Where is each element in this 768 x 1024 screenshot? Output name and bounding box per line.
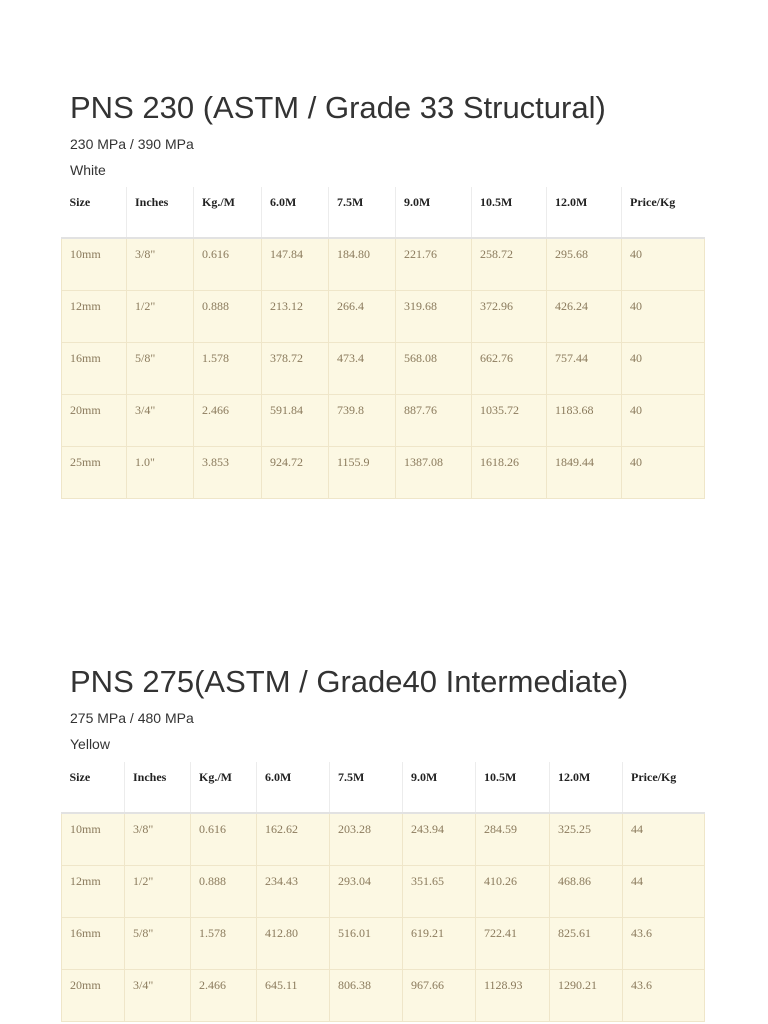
- cell-kg-per-m: 2.466: [194, 394, 262, 446]
- cell-6m: 378.72: [262, 342, 329, 394]
- cell-12m: 825.61: [550, 917, 623, 969]
- cell-7-5m: 293.04: [330, 865, 403, 917]
- table-row: [62, 394, 705, 446]
- cell-inches: 3/4": [125, 969, 191, 1021]
- table-row: [62, 969, 705, 1021]
- table-row: [62, 446, 705, 498]
- header-price-per-kg: Price/Kg: [622, 187, 705, 238]
- header-kg-per-m: Kg./M: [191, 762, 257, 813]
- cell-9m: 887.76: [396, 394, 472, 446]
- cell-6m: 234.43: [257, 865, 330, 917]
- header-price-per-kg: Price/Kg: [623, 762, 705, 813]
- header-inches: Inches: [125, 762, 191, 813]
- cell-6m: 591.84: [262, 394, 329, 446]
- cell-inches: 5/8": [127, 342, 194, 394]
- cell-9m: 319.68: [396, 290, 472, 342]
- cell-size: 10mm: [62, 238, 127, 290]
- cell-7-5m: 739.8: [329, 394, 396, 446]
- cell-size: 10mm: [62, 813, 125, 865]
- cell-price-per-kg: 40: [622, 290, 705, 342]
- cell-12m: 295.68: [547, 238, 622, 290]
- yield-tensile-strength: 275 MPa / 480 MPa: [70, 710, 194, 726]
- cell-9m: 1387.08: [396, 446, 472, 498]
- cell-kg-per-m: 0.888: [191, 865, 257, 917]
- cell-10-5m: 722.41: [476, 917, 550, 969]
- cell-9m: 967.66: [403, 969, 476, 1021]
- cell-inches: 3/8": [127, 238, 194, 290]
- cell-kg-per-m: 0.888: [194, 290, 262, 342]
- price-table: [61, 187, 705, 499]
- cell-kg-per-m: 0.616: [191, 813, 257, 865]
- cell-12m: 325.25: [550, 813, 623, 865]
- header-size: Size: [62, 187, 127, 238]
- cell-size: 20mm: [62, 394, 127, 446]
- cell-9m: 221.76: [396, 238, 472, 290]
- table-row: [62, 917, 705, 969]
- cell-6m: 412.80: [257, 917, 330, 969]
- cell-7-5m: 516.01: [330, 917, 403, 969]
- table-header-row: [62, 762, 705, 813]
- cell-12m: 468.86: [550, 865, 623, 917]
- header-10-5m: 10.5M: [476, 762, 550, 813]
- table-row: [62, 813, 705, 865]
- cell-12m: 1183.68: [547, 394, 622, 446]
- grade-section-pns275: [61, 662, 704, 1022]
- cell-10-5m: 284.59: [476, 813, 550, 865]
- cell-10-5m: 258.72: [472, 238, 547, 290]
- header-10-5m: 10.5M: [472, 187, 547, 238]
- cell-10-5m: 1128.93: [476, 969, 550, 1021]
- cell-kg-per-m: 0.616: [194, 238, 262, 290]
- color-code-label: Yellow: [70, 736, 110, 752]
- cell-inches: 5/8": [125, 917, 191, 969]
- cell-10-5m: 1035.72: [472, 394, 547, 446]
- cell-7-5m: 473.4: [329, 342, 396, 394]
- cell-price-per-kg: 44: [623, 813, 705, 865]
- cell-inches: 3/8": [125, 813, 191, 865]
- cell-7-5m: 1155.9: [329, 446, 396, 498]
- cell-size: 12mm: [62, 290, 127, 342]
- cell-size: 16mm: [62, 917, 125, 969]
- cell-price-per-kg: 40: [622, 238, 705, 290]
- table-header-row: [62, 187, 705, 238]
- header-6m: 6.0M: [262, 187, 329, 238]
- cell-size: 12mm: [62, 865, 125, 917]
- header-12m: 12.0M: [547, 187, 622, 238]
- cell-7-5m: 203.28: [330, 813, 403, 865]
- cell-inches: 1/2": [127, 290, 194, 342]
- cell-price-per-kg: 43.6: [623, 969, 705, 1021]
- table-row: [62, 290, 705, 342]
- table-row: [62, 865, 705, 917]
- header-9m: 9.0M: [403, 762, 476, 813]
- cell-size: 16mm: [62, 342, 127, 394]
- table-row: [62, 238, 705, 290]
- cell-12m: 757.44: [547, 342, 622, 394]
- section-title: PNS 230 (ASTM / Grade 33 Structural): [70, 90, 606, 125]
- cell-price-per-kg: 40: [622, 446, 705, 498]
- cell-inches: 3/4": [127, 394, 194, 446]
- header-size: Size: [62, 762, 125, 813]
- color-code-label: White: [70, 162, 106, 178]
- cell-7-5m: 806.38: [330, 969, 403, 1021]
- cell-size: 20mm: [62, 969, 125, 1021]
- cell-9m: 619.21: [403, 917, 476, 969]
- cell-6m: 645.11: [257, 969, 330, 1021]
- header-6m: 6.0M: [257, 762, 330, 813]
- cell-inches: 1/2": [125, 865, 191, 917]
- cell-10-5m: 372.96: [472, 290, 547, 342]
- cell-9m: 243.94: [403, 813, 476, 865]
- cell-kg-per-m: 3.853: [194, 446, 262, 498]
- header-7-5m: 7.5M: [329, 187, 396, 238]
- cell-kg-per-m: 2.466: [191, 969, 257, 1021]
- header-12m: 12.0M: [550, 762, 623, 813]
- cell-price-per-kg: 40: [622, 342, 705, 394]
- cell-9m: 351.65: [403, 865, 476, 917]
- cell-12m: 1849.44: [547, 446, 622, 498]
- cell-kg-per-m: 1.578: [191, 917, 257, 969]
- cell-6m: 213.12: [262, 290, 329, 342]
- cell-10-5m: 410.26: [476, 865, 550, 917]
- header-inches: Inches: [127, 187, 194, 238]
- cell-7-5m: 266.4: [329, 290, 396, 342]
- header-7-5m: 7.5M: [330, 762, 403, 813]
- cell-10-5m: 1618.26: [472, 446, 547, 498]
- section-title: PNS 275(ASTM / Grade40 Intermediate): [70, 664, 629, 699]
- yield-tensile-strength: 230 MPa / 390 MPa: [70, 136, 194, 152]
- grade-section-pns230: [61, 88, 704, 499]
- price-table: [61, 762, 705, 1022]
- cell-9m: 568.08: [396, 342, 472, 394]
- cell-6m: 162.62: [257, 813, 330, 865]
- header-9m: 9.0M: [396, 187, 472, 238]
- cell-size: 25mm: [62, 446, 127, 498]
- cell-7-5m: 184.80: [329, 238, 396, 290]
- cell-kg-per-m: 1.578: [194, 342, 262, 394]
- cell-price-per-kg: 44: [623, 865, 705, 917]
- cell-price-per-kg: 40: [622, 394, 705, 446]
- cell-price-per-kg: 43.6: [623, 917, 705, 969]
- cell-inches: 1.0": [127, 446, 194, 498]
- header-kg-per-m: Kg./M: [194, 187, 262, 238]
- cell-10-5m: 662.76: [472, 342, 547, 394]
- cell-6m: 924.72: [262, 446, 329, 498]
- table-row: [62, 342, 705, 394]
- cell-12m: 1290.21: [550, 969, 623, 1021]
- cell-6m: 147.84: [262, 238, 329, 290]
- cell-12m: 426.24: [547, 290, 622, 342]
